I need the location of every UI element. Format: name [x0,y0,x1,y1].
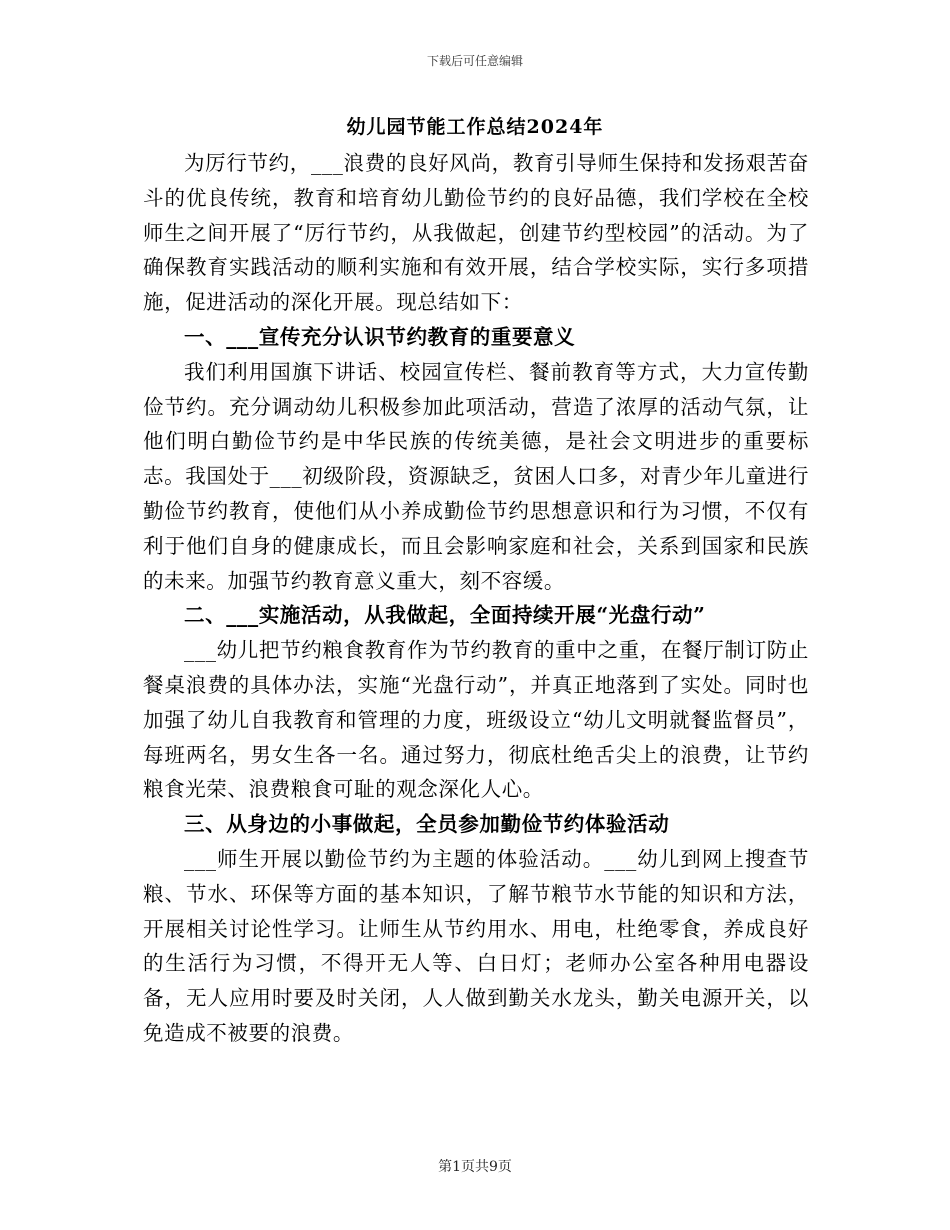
section-heading-1: 一、___宣传充分认识节约教育的重要意义 [184,324,576,349]
page-number: 第1页共9页 [438,1159,512,1175]
section-heading-3: 三、从身边的小事做起，全员参加勤俭节约体验活动 [184,812,670,837]
section-2-paragraph: ___幼儿把节约粮食教育作为节约教育的重中之重，在餐厅制订防止餐桌浪费的具体办法，实施“光盘行动”，并真正地落到了实处。同时也加强了幼儿自我教育和管理的力度，班级设立“幼儿文明就餐监督员”，每班两名，男女生各一名。通过努力，彻底杜绝舌尖上的浪费，让节约粮食光荣、浪费粮食可耻的观念深化人心。 [143,638,809,802]
section-heading-2: 二、___实施活动，从我做起，全面持续开展“光盘行动” [184,603,706,628]
page-header: 下载后可任意编辑 [426,54,523,68]
document-title: 幼儿园节能工作总结2024年 [346,116,604,138]
document-body [143,146,809,1051]
section-3-paragraph: ___师生开展以勤俭节约为主题的体验活动。___幼儿到网上搜查节粮、节水、环保等方面的基本知识，了解节粮节水节能的知识和方法，开展相关讨论性学习。让师生从节约用水、用电，杜绝零食，养成良好的生活行为习惯，不得开无人等、白日灯；老师办公室各种用电器设备，无人应用时要及时关闭，人人做到勤关水龙头，勤关电源开关，以免造成不被要的浪费。 [143,846,809,1045]
section-1-paragraph: 我们利用国旗下讲话、校园宣传栏、餐前教育等方式，大力宣传勤俭节约。充分调动幼儿积极参加此项活动，营造了浓厚的活动气氛，让他们明白勤俭节约是中华民族的传统美德，是社会文明进步的重要标志。我国处于___初级阶段，资源缺乏，贫困人口多，对青少年儿童进行勤俭节约教育，使他们从小养成勤俭节约思想意识和行为习惯，不仅有利于他们自身的健康成长，而且会影响家庭和社会，关系到国家和民族的未来。加强节约教育意义重大，刻不容缓。 [143,359,809,593]
intro-paragraph: 为厉行节约，___浪费的良好风尚，教育引导师生保持和发扬艰苦奋斗的优良传统，教育和培育幼儿勤俭节约的良好品德，我们学校在全校师生之间开展了“厉行节约，从我做起，创建节约型校园”的活动。为了确保教育实践活动的顺利实施和有效开展，结合学校实际，实行多项措施，促进活动的深化开展。现总结如下： [143,151,809,315]
